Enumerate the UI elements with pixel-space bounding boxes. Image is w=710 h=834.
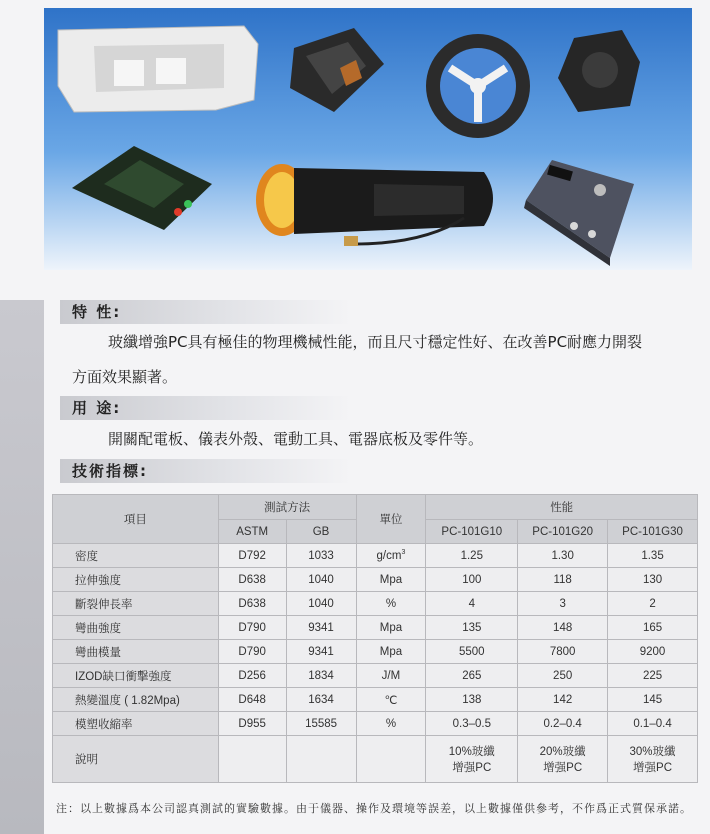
astm-cell: D256 [218,664,286,688]
unit-cell [356,736,426,783]
flashlight-image [256,164,493,246]
g30-note-line2: 增强PC [633,762,673,774]
unit-text: g/cm [376,549,402,562]
astm-cell: D638 [218,592,286,616]
unit-cell: % [356,592,426,616]
g10-cell: 5500 [426,640,518,664]
features-text-line1: 玻纖增強PC具有極佳的物理機械性能，而且尺寸穩定性好、在改善PC耐應力開裂 [108,333,643,351]
g30-cell: 145 [608,688,698,712]
astm-cell [218,736,286,783]
g30-cell: 9200 [608,640,698,664]
g30-cell: 225 [608,664,698,688]
product-collage-illustration [44,8,692,270]
circuit-board-image [72,146,212,230]
gb-cell: 1033 [286,544,356,568]
unit-cell: Mpa [356,640,426,664]
g10-note-line1: 10%玻纖 [448,746,495,758]
g20-cell: 3 [518,592,608,616]
table-row [53,568,698,592]
row-name: 熱變溫度 ( 1.82Mpa) [53,688,219,712]
table-row [53,544,698,568]
g30-cell: 2 [608,592,698,616]
g20-cell: 142 [518,688,608,712]
col-header-g30: PC-101G30 [608,520,698,544]
unit-superscript: 3 [401,549,406,557]
g20-note-line2: 增强PC [543,762,583,774]
row-name: 說明 [53,736,219,783]
inductor-part-image [558,30,640,112]
col-header-g20: PC-101G20 [518,520,608,544]
g10-cell: 100 [426,568,518,592]
uses-heading: 用 途: [60,396,352,420]
astm-cell: D792 [218,544,286,568]
col-header-item: 項目 [53,495,219,544]
gb-cell [286,736,356,783]
features-text-line2: 方面效果顯著。 [72,368,178,386]
gb-cell: 1040 [286,568,356,592]
astm-cell: D638 [218,568,286,592]
table-row [53,688,698,712]
gb-cell: 1834 [286,664,356,688]
gb-cell: 1040 [286,592,356,616]
g20-cell: 148 [518,616,608,640]
g10-cell: 1.25 [426,544,518,568]
unit-cell: Mpa [356,616,426,640]
col-header-gb: GB [286,520,356,544]
spec-table [52,494,698,783]
row-name: 模塑收縮率 [53,712,219,736]
unit-cell: J/M [356,664,426,688]
g20-cell: 250 [518,664,608,688]
footnote: 注：以上數據爲本公司認真測試的實驗數據。由于儀器、操作及環境等誤差，以上數據僅供參考，不作爲正式質保承諾。 [56,802,692,815]
unit-cell [356,544,426,568]
table-row [53,664,698,688]
row-name: 拉伸強度 [53,568,219,592]
specs-heading: 技術指標: [60,459,352,483]
g20-note-line1: 20%玻纖 [539,746,586,758]
g20-note-cell [518,736,608,783]
uses-text: 開關配電板、儀表外殼、電動工具、電器底板及零件等。 [108,430,484,448]
g10-note-cell [426,736,518,783]
col-header-unit: 單位 [356,495,426,544]
g30-cell: 0.1–0.4 [608,712,698,736]
gb-cell: 9341 [286,616,356,640]
col-header-g10: PC-101G10 [426,520,518,544]
left-decor-band [0,300,44,834]
table-row [53,616,698,640]
row-name: 彎曲強度 [53,616,219,640]
g10-cell: 265 [426,664,518,688]
g30-cell: 130 [608,568,698,592]
features-heading: 特 性: [60,300,352,324]
g20-cell: 0.2–0.4 [518,712,608,736]
g10-note-line2: 增强PC [452,762,492,774]
astm-cell: D648 [218,688,286,712]
gb-cell: 15585 [286,712,356,736]
meter-instrument-image [524,160,634,266]
astm-cell: D790 [218,616,286,640]
unit-cell: % [356,712,426,736]
g20-cell: 1.30 [518,544,608,568]
g20-cell: 118 [518,568,608,592]
col-header-test-method: 測試方法 [218,495,356,520]
table-row-notes [53,736,698,783]
g30-note-cell [608,736,698,783]
gb-cell: 9341 [286,640,356,664]
g30-cell: 165 [608,616,698,640]
g30-note-line1: 30%玻纖 [629,746,676,758]
col-header-performance: 性能 [426,495,698,520]
connector-part-image [290,28,384,112]
row-name: 彎曲模量 [53,640,219,664]
product-photo [44,8,692,270]
row-name: 斷裂伸長率 [53,592,219,616]
col-header-astm: ASTM [218,520,286,544]
g10-cell: 4 [426,592,518,616]
table-row [53,712,698,736]
unit-cell: ℃ [356,688,426,712]
g10-cell: 138 [426,688,518,712]
g20-cell: 7800 [518,640,608,664]
table-row [53,592,698,616]
row-name: 密度 [53,544,219,568]
housing-part-image [58,26,258,112]
g30-cell: 1.35 [608,544,698,568]
astm-cell: D955 [218,712,286,736]
g10-cell: 0.3–0.5 [426,712,518,736]
row-name: IZOD缺口衝擊強度 [53,664,219,688]
astm-cell: D790 [218,640,286,664]
ring-part-image [426,34,530,138]
g10-cell: 135 [426,616,518,640]
table-row [53,640,698,664]
unit-cell: Mpa [356,568,426,592]
gb-cell: 1634 [286,688,356,712]
